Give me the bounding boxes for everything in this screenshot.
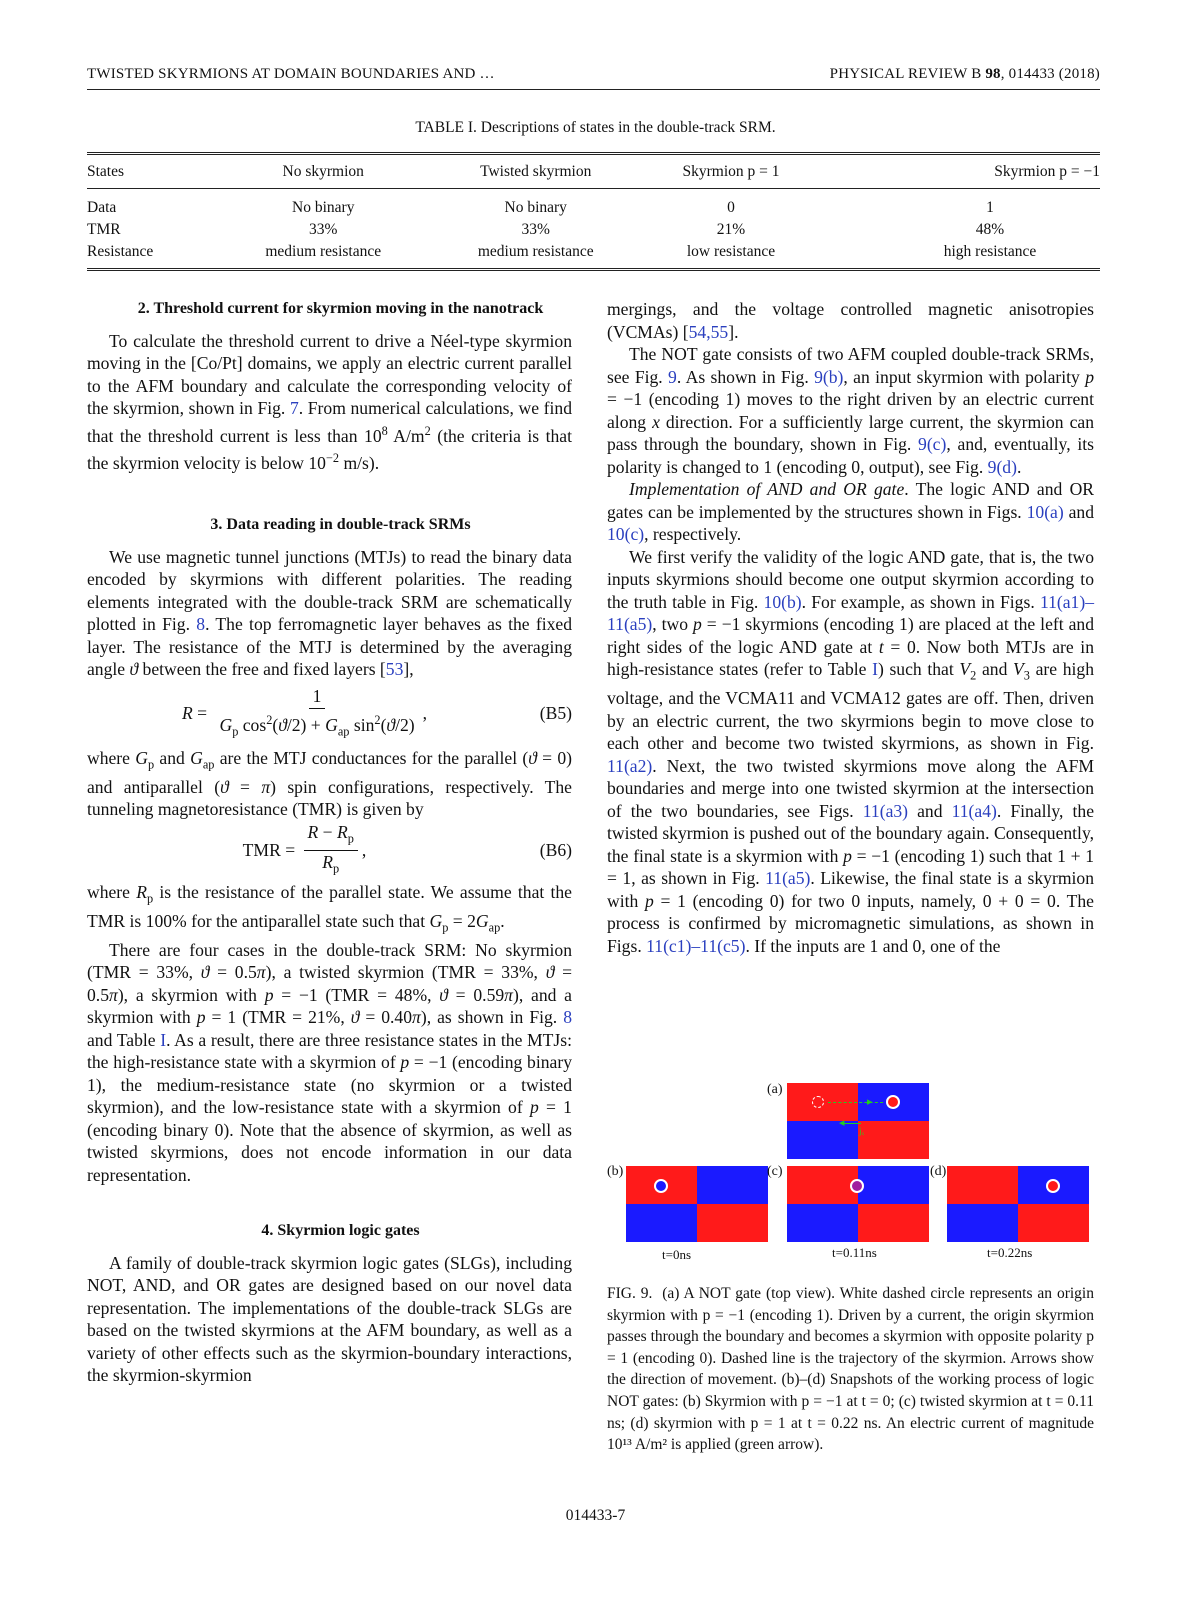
fig-11a2-link[interactable]: 11(a2)	[607, 755, 653, 776]
table-header: Twisted skyrmion	[480, 162, 592, 180]
table-cell: TMR	[87, 221, 121, 238]
fig-11a-link[interactable]: 11(a1)–11(a5)	[607, 591, 1094, 634]
equation-b5: R = $\frac{1}{G_p \cos^2(ϑ/2) + G_{ap} \sin^2(ϑ/2)}$ , (B5)	[181, 686, 572, 738]
equation-number: (B5)	[539, 703, 572, 724]
panel-d	[947, 1166, 1089, 1242]
current-arrow-line	[843, 1123, 861, 1124]
skyrmion-marker	[654, 1179, 668, 1193]
panel-a	[787, 1083, 929, 1159]
table-cell: 0	[727, 199, 735, 216]
table-cell: No binary	[504, 199, 567, 216]
table-header: Skyrmion p = −1	[994, 162, 1100, 180]
running-header-title: TWISTED SKYRMIONS AT DOMAIN BOUNDARIES AND …	[87, 66, 495, 82]
table-row	[87, 219, 1100, 241]
red-domain	[1018, 1204, 1089, 1242]
table-row	[87, 189, 1100, 220]
right-column	[607, 298, 1094, 957]
paragraph: Implementation of AND and OR gate. The logic AND and OR gates can be implemented by the structures shown in Figs. 10(a) and 10(c), respectively.	[607, 479, 1095, 544]
paragraph: A family of double-track skyrmion logic gates (SLGs), including NOT, AND, and OR gates are designed based on our novel data representation. The implementations of the double-track SLGs are based on the twisted skyrmions at the AFM boundary, as well as a variety of other effects such as the skyrmion-boundary interactions, the skyrmion-skyrmion	[87, 1252, 572, 1386]
fig-10c-link[interactable]: 10(c)	[607, 524, 645, 544]
section-3-heading: 3. Data reading in double-track SRMs	[210, 516, 471, 534]
paragraph: The NOT gate consists of two AFM coupled double-track SRMs, see Fig. 9. As shown in Fig. 9(b), an input skyrmion with polarity p = −1 (encoding 1) moves to the right driven by an electric current along x direction. For a sufficiently large current, the skyrmion can pass through the boundary, shown in Fig. 9(c), and, eventually, its polarity is changed to 1 (encoding 0, output), see Fig. 9(d).	[607, 344, 1094, 477]
paragraph: There are four cases in the double-track SRM: No skyrmion (TMR = 33%, ϑ = 0.5π), a twisted skyrmion (TMR = 33%, ϑ = 0.5π), a skyrmion with p = −1 (TMR = 48%, ϑ = 0.59π), and a skyrmion with p = 1 (TMR = 21%, ϑ = 0.40π), as shown in Fig. 8 and Table I. As a result, there are three resistance states in the MTJs: the high-resistance state with a skyrmion of p = −1 (encoding binary 1), the medium-resistance state (no skyrmion or a twisted skyrmion), and the low-resistance state with a skyrmion of p = 1 (encoding binary 0). Note that the absence of skyrmion, as well as twisted skyrmions, does not encode information in our data representation.	[87, 939, 573, 1185]
ref-53-link[interactable]: 53	[385, 659, 404, 680]
table-1-link[interactable]: I	[872, 659, 878, 679]
paragraph: We use magnetic tunnel junctions (MTJs) to read the binary data encoded by skyrmions with different polarities. The reading elements integrated with the double-track SRM are schematically plotted in Fig. 8. The top ferromagnetic layer behaves as the fixed layer. The resistance of the MTJ is determined by the averaging angle ϑ between the free and fixed layers [53],	[87, 546, 572, 680]
paragraph: mergings, and the voltage controlled magnetic anisotropies (VCMAs) [54,55].	[607, 299, 1094, 342]
panel-c	[787, 1166, 929, 1242]
red-domain	[858, 1121, 929, 1159]
time-label: t=0ns	[662, 1247, 692, 1262]
blue-domain	[858, 1166, 929, 1204]
paragraph: where $G_p$ and $G_{ap}$ are the MTJ conductances for the parallel (ϑ = 0) and antiparallel (ϑ = π) spin configurations, respectively. The tunneling magnetoresistance (TMR) is given by	[87, 747, 573, 820]
fig-10b-link[interactable]: 10(b)	[763, 591, 802, 612]
table-cell: 48%	[975, 221, 1005, 238]
page-number: 014433-7	[565, 1507, 626, 1524]
table-cell: low resistance	[686, 243, 776, 260]
table-cell: No binary	[292, 199, 355, 216]
equation-number: (B6)	[539, 840, 572, 861]
blue-domain	[787, 1121, 858, 1159]
table-header: No skyrmion	[282, 162, 364, 180]
blue-domain	[697, 1166, 768, 1204]
blue-domain	[787, 1204, 858, 1242]
figure-9	[607, 1080, 1094, 1270]
table-header-row	[87, 154, 1100, 189]
time-label: t=0.11ns	[832, 1245, 877, 1260]
fig-7-link[interactable]: 7	[289, 398, 299, 418]
panel-label-d: (d)	[930, 1164, 947, 1179]
panel-label-b: (b)	[607, 1164, 624, 1179]
blue-domain	[626, 1204, 697, 1242]
table-row	[87, 241, 1100, 270]
table-header: States	[87, 162, 125, 180]
skyrmion-marker	[886, 1095, 900, 1109]
paragraph: where $R_p$ is the resistance of the parallel state. We assume that the TMR is 100% for the antiparallel state such that $G_p = 2G_{ap}$.	[87, 881, 572, 935]
trajectory-line	[828, 1102, 883, 1103]
current-label: jₓ	[859, 1126, 865, 1136]
panel-b	[626, 1166, 768, 1242]
fig-9-link[interactable]: 9	[668, 366, 677, 387]
table-cell: 1	[986, 199, 994, 216]
states-table	[87, 152, 1100, 271]
table-cell: 33%	[521, 221, 550, 238]
figure-caption-text: (a) A NOT gate (top view). White dashed circle represents an origin skyrmion with p = −1 (encoding 1). Driven by a current, the origin skyrmion passes through the boundary and becomes a skyrmion with opposite polarity p = 1 (encoding 0). Dashed line is the trajectory of the skyrmion. Arrows show the direction of movement. (b)–(d) Snapshots of the working process of logic NOT gates: (b) Skyrmion with p = −1 at t = 0; (c) twisted skyrmion at t = 0.11 ns; (d) skyrmion with p = 1 at t = 0.22 ns. An electric current of magnitude 10¹³ A/m² is applied (green arrow).	[607, 1285, 1094, 1454]
table-cell: medium resistance	[265, 243, 382, 260]
table-cell: medium resistance	[477, 243, 594, 260]
section-4-heading: 4. Skyrmion logic gates	[261, 1222, 420, 1240]
red-domain	[787, 1166, 858, 1204]
ref-54-55-link[interactable]: 54,55	[688, 321, 729, 342]
fig-9d-link[interactable]: 9(d)	[987, 456, 1017, 477]
table-1-link[interactable]: I	[160, 1029, 167, 1050]
fig-11c-link[interactable]: 11(c1)–11(c5)	[646, 935, 746, 956]
red-domain	[858, 1204, 929, 1242]
header-rule	[87, 89, 1100, 90]
paragraph: We first verify the validity of the logic AND gate, that is, the two inputs skyrmions should become one output skyrmion according to the truth table in Fig. 10(b). For example, as shown in Figs. 11(a1)–11(a5), two p = −1 skyrmions (encoding 1) are placed at the left and right sides of the logic AND gate at t = 0. Now both MTJs are in high-resistance states (refer to Table I) such that $V_2$ and $V_3$ are high voltage, and the VCMA11 and VCMA12 gates are off. Then, driven by an electric current, the two skyrmions begin to move close to each other and become two twisted skyrmions, as shown in Fig. 11(a2). Next, the two twisted skyrmions move along the AFM boundaries and merge into one twisted skyrmion at the intersection of the two boundaries, see Figs. 11(a3) and 11(a4). Finally, the twisted skyrmion is pushed out of the boundary again. Consequently, the final state is a skyrmion with p = −1 (encoding 1) such that 1 + 1 = 1, as shown in Fig. 11(a5). Likewise, the final state is a skyrmion with p = 1 (encoding 0) for two 0 inputs, namely, 0 + 0 = 0. The process is confirmed by micromagnetic simulations, as shown in Figs. 11(c1)–11(c5). If the inputs are 1 and 0, one of the	[607, 546, 1095, 956]
section-2-heading: 2. Threshold current for skyrmion moving in the nanotrack	[137, 300, 544, 317]
skyrmion-marker	[1046, 1179, 1060, 1193]
arrow-left-icon: ◂	[839, 1117, 845, 1129]
table-header: Skyrmion p = 1	[682, 162, 780, 180]
fig-11a3-link[interactable]: 11(a3)	[862, 800, 909, 821]
fig-11a4-link[interactable]: 11(a4)	[951, 800, 997, 821]
running-header-journal: PHYSICAL REVIEW B 98, 014433 (2018)	[829, 66, 1100, 82]
fig-9c-link[interactable]: 9(c)	[918, 434, 947, 454]
table-caption: TABLE I. Descriptions of states in the double-track SRM.	[415, 119, 776, 136]
panel-label-a: (a)	[767, 1082, 783, 1097]
figure-caption-lead: FIG. 9.	[607, 1285, 653, 1302]
twisted-skyrmion-marker	[850, 1179, 864, 1193]
equation-b6: TMR = $\frac{R - R_p}{R_p}$ , (B6)	[242, 822, 572, 876]
fig-8-link[interactable]: 8	[196, 614, 206, 635]
table-cell: Data	[87, 199, 117, 216]
time-label: t=0.22ns	[987, 1245, 1033, 1260]
paragraph: To calculate the threshold current to drive a Néel-type skyrmion moving in the [Co/Pt] domains, we apply an electric current parallel to the AFM boundary and calculate the corresponding velocity of the skyrmion, shown in Fig. 7. From numerical calculations, we find that the threshold current is less than $10^8$ $A/m^2$ (the criteria is that the skyrmion velocity is below $10^{-2}$ m/s).	[87, 330, 572, 473]
blue-domain	[947, 1204, 1018, 1242]
arrow-right-icon: ▸	[867, 1096, 873, 1108]
fig-10a-link[interactable]: 10(a)	[1026, 501, 1064, 522]
table-cell: 21%	[716, 221, 746, 238]
figure-9-caption	[607, 1283, 1094, 1456]
fig-11a5-link[interactable]: 11(a5)	[765, 868, 811, 889]
left-column	[87, 298, 572, 1387]
red-domain	[947, 1166, 1018, 1204]
red-domain	[697, 1204, 768, 1242]
table-cell: Resistance	[87, 243, 154, 260]
table-cell: high resistance	[943, 243, 1037, 260]
table-cell: 33%	[309, 221, 338, 238]
panel-label-c: (c)	[767, 1164, 783, 1179]
fig-9b-link[interactable]: 9(b)	[814, 366, 844, 387]
fig-8-link[interactable]: 8	[563, 1007, 572, 1028]
origin-skyrmion-dashed-circle	[812, 1096, 824, 1108]
